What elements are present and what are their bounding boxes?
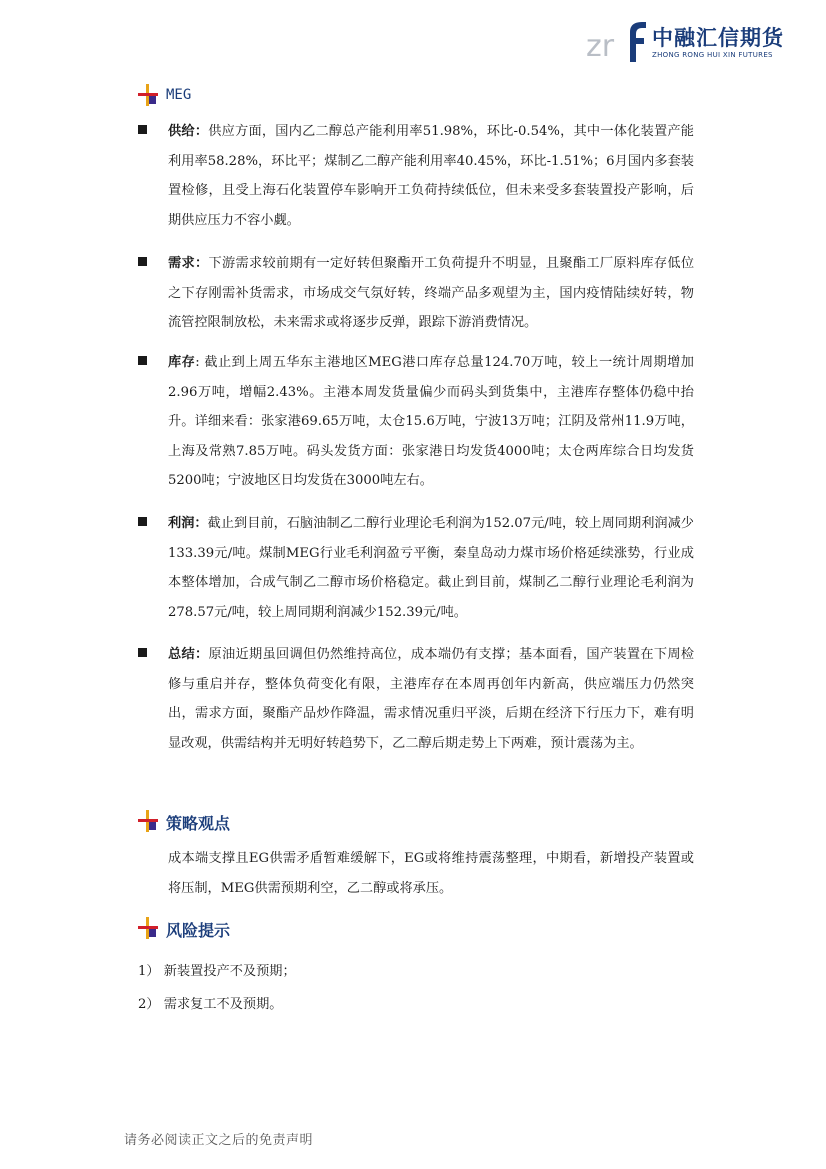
logo-chinese-name: 中融汇信期货 xyxy=(652,26,784,50)
bullet-demand xyxy=(138,249,694,338)
section-title-meg: MEG xyxy=(166,87,192,103)
zrf-logo-mark xyxy=(586,18,650,64)
bullet-text: 原油近期虽回调但仍然维持高位，成本端仍有支撑；基本面看，国产装置在下周检修与重启并存，整体负荷变化有限，主港库存在本周再创年内新高，供应端压力仍然突出，需求方面，聚酯产品炒作降温，需求情况重归平淡，后期在经济下行压力下，难有明显改观，供需结构并无明好转趋势下，乙二醇后期走势上下两难，预计震荡为主。 xyxy=(168,647,695,751)
cross-bullet-icon xyxy=(138,84,158,106)
bullet-label: 供给： xyxy=(168,124,209,139)
square-bullet-icon xyxy=(138,648,147,657)
bullet-label: 利润： xyxy=(168,516,208,531)
logo-english-name: ZHONG RONG HUI XIN FUTURES xyxy=(652,51,773,59)
risk-item-2: 2） 需求复工不及预期。 xyxy=(138,997,283,1012)
bullet-label: 需求： xyxy=(168,256,209,271)
bullet-text: : 截止到上周五华东主港地区MEG港口库存总量124.70万吨，较上一统计周期增加2.96万吨，增幅2.43%。主港本周发货量偏少而码头到货集中，主港库存整体仍稳中抬升。详细来看：张家港69.65万吨，太仓15.6万吨，宁波13万吨；江阴及常州11.9万吨，上海及常熟7.85万吨。码头发货方面：张家港日均发货4000吨；太仓两库综合日均发货5200吨；宁波地区日均发货在3000吨左右。 xyxy=(168,355,694,488)
bullet-inventory xyxy=(138,348,694,496)
bullet-text: 下游需求较前期有一定好转但聚酯开工负荷提升不明显，且聚酯工厂原料库存低位之下存刚需补货需求，市场成交气氛好转，终端产品多观望为主，国内疫情陆续好转，物流管控限制放松，未来需求或将逐步反弹，跟踪下游消费情况。 xyxy=(168,256,695,330)
section-title-risk: 风险提示 xyxy=(166,921,231,940)
company-logo xyxy=(586,18,786,64)
bullet-label: 总结： xyxy=(168,647,209,662)
square-bullet-icon xyxy=(138,517,147,526)
square-bullet-icon xyxy=(138,356,147,365)
bullet-text: 供应方面，国内乙二醇总产能利用率51.98%，环比-0.54%，其中一体化装置产能利用率58.28%，环比平；煤制乙二醇产能利用率40.45%，环比-1.51%；6月国内多套装置检修，且受上海石化装置停车影响开工负荷持续低位，但未来受多套装置投产影响，后期供应压力不容小觑。 xyxy=(168,124,694,228)
bullet-profit xyxy=(138,509,694,627)
strategy-text: 成本端支撑且EG供需矛盾暂难缓解下，EG或将维持震荡整理，中期看，新增投产装置或将压制，MEG供需预期利空，乙二醇或将承压。 xyxy=(168,851,694,896)
bullet-label: 库存 xyxy=(168,355,196,370)
section-title-strategy: 策略观点 xyxy=(166,814,231,833)
square-bullet-icon xyxy=(138,125,147,134)
bullet-text: 截止到目前，石脑油制乙二醇行业理论毛利润为152.07元/吨，较上周同期利润减少133.39元/吨。煤制MEG行业毛利润盈亏平衡，秦皇岛动力煤市场价格延续涨势，行业成本整体增加，合成气制乙二醇市场价格稳定。截止到目前，煤制乙二醇行业理论毛利润为278.57元/吨，较上周同期利润减少152.39元/吨。 xyxy=(168,516,694,620)
cross-bullet-icon xyxy=(138,810,158,832)
cross-bullet-icon xyxy=(138,917,158,939)
bullet-summary xyxy=(138,640,694,758)
svg-text:zr: zr xyxy=(586,29,615,64)
square-bullet-icon xyxy=(138,257,147,266)
bullet-supply xyxy=(138,117,694,235)
disclaimer-footer: 请务必阅读正文之后的免责声明 xyxy=(124,1133,314,1148)
risk-item-1: 1） 新装置投产不及预期； xyxy=(138,964,296,979)
